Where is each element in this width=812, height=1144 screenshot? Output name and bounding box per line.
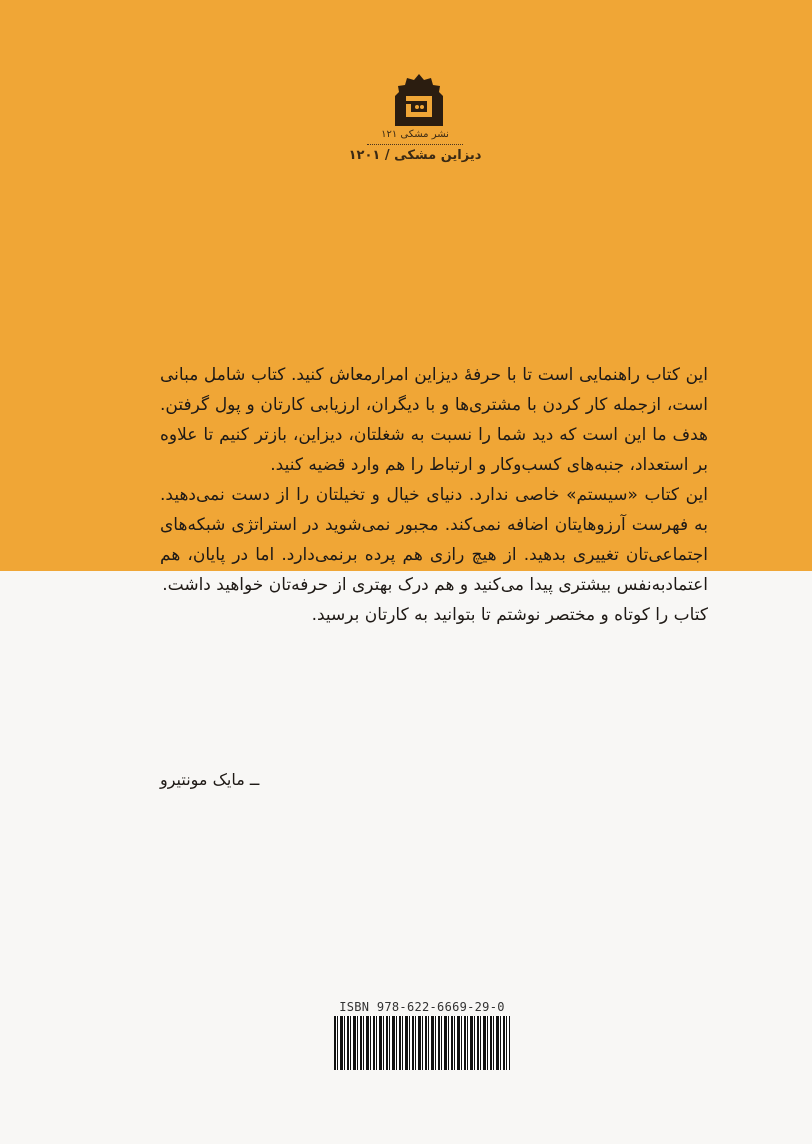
publisher-logo-icon [393,72,445,126]
dotted-divider [367,144,463,145]
isbn-number: ISBN 978-622-6669-29-0 [339,1000,505,1014]
series-label: نشر مشکی ۱۲۱ [381,129,449,140]
back-cover-blurb [160,360,708,630]
barcode-icon [334,1016,510,1070]
isbn-block [334,1000,510,1070]
author-signature: ــ مایک مونتیرو [160,770,260,789]
blurb-paragraph-2: این کتاب «سیستم» خاصی ندارد. دنیای خیال و تخیلتان را از دست نمی‌دهید. به فهرست آرزوهایتان اضافه نمی‌کند. مجبور نمی‌شوید در استراتژی شبکه‌های اجتماعی‌تان تغییری بدهید. از هیچ رازی هم پرده برنمی‌دارد. اما در پایان، هم اعتمادبه‌نفس بیشتری پیدا می‌کنید و هم درک بهتری از حرفه‌تان خواهید داشت. [160,485,708,595]
series-title: دیزاین مشکی / ۱۲۰۱ [348,148,482,163]
blurb-paragraph-1: این کتاب راهنمایی است تا با حرفهٔ دیزاین امرارمعاش کنید. کتاب شامل مبانی است، ازجمله کار کردن با مشتری‌ها و با دیگران، ارزیابی کارتان و پول گرفتن. هدف ما این است که دید شما را نسبت به شغلتان، دیزاین، بازتر کنیم تا علاوه بر استعداد، جنبه‌های کسب‌وکار و ارتباط را هم وارد قضیه کنید. [160,365,708,475]
publisher-imprint [340,128,490,165]
blurb-paragraph-3: کتاب را کوتاه و مختصر نوشتم تا بتوانید به کارتان برسید. [311,605,708,625]
